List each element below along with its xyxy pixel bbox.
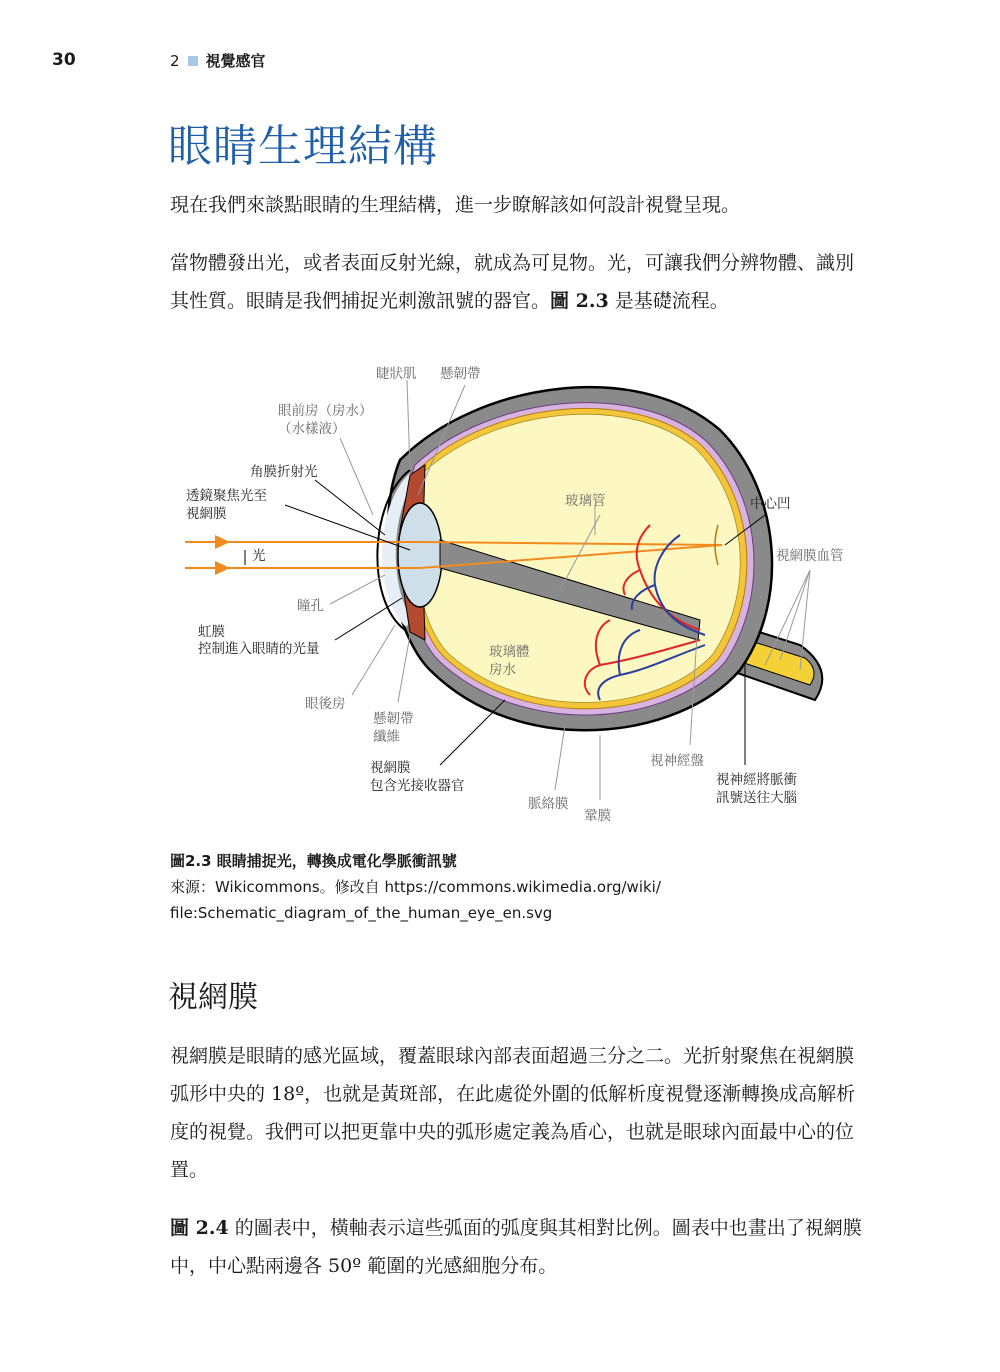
figure-reference: 圖 2.4 <box>170 1217 229 1239</box>
label-hyaloid-canal: 玻璃管 <box>565 493 606 509</box>
eye-diagram <box>0 340 1000 840</box>
paragraph-text: 的圖表中，橫軸表示這些弧面的弧度與其相對比例。圖表中也畫出了視網膜中，中心點兩邊各 50º 範圍的光感細胞分布。 <box>170 1217 862 1277</box>
label-posterior-chamber: 眼後房 <box>305 696 346 712</box>
label-iris: 虹膜 <box>198 624 225 640</box>
label-anterior-chamber: 眼前房（房水） <box>278 403 373 419</box>
light-arrow-icon <box>215 535 230 549</box>
label-retina: 視網膜 <box>370 760 411 776</box>
figure-reference: 圖 2.3 <box>550 290 609 312</box>
label-zonular-fibers: 纖維 <box>373 729 400 745</box>
caption-title: 圖2.3 眼睛捕捉光，轉換成電化學脈衝訊號 <box>170 852 457 870</box>
header-square-icon <box>188 56 198 66</box>
paragraph-text: 是基礎流程。 <box>608 290 729 312</box>
label-iris: 控制進入眼睛的光量 <box>198 641 320 657</box>
running-head <box>170 50 266 71</box>
label-sclera: 鞏膜 <box>584 808 611 824</box>
label-optic-nerve: 訊號送往大腦 <box>716 790 797 806</box>
lens <box>398 503 442 607</box>
paragraph-light <box>170 244 870 320</box>
paragraph-intro: 現在我們來談點眼睛的生理結構，進一步瞭解該如何設計視覺呈現。 <box>170 194 741 216</box>
label-pupil: 瞳孔 <box>297 598 324 614</box>
label-choroid: 脈絡膜 <box>528 796 569 812</box>
label-cornea: 角膜折射光 <box>250 464 318 480</box>
label-retina: 包含光接收器官 <box>370 778 465 794</box>
light-arrow-icon <box>215 561 230 575</box>
figure-caption <box>170 848 890 926</box>
label-anterior-chamber: （水樣液） <box>278 421 346 437</box>
paragraph-chart-intro <box>170 1209 870 1285</box>
paragraph-text: 當物體發出光，或者表面反射光線，就成為可見物。光，可讓我們分辨物體、識別其性質。眼睛是我們捕捉光刺激訊號的器官。 <box>170 252 855 312</box>
section-title: 眼睛生理結構 <box>168 121 438 172</box>
label-light: 光 <box>252 548 266 564</box>
paragraph-retina: 視網膜是眼睛的感光區域，覆蓋眼球內部表面超過三分之二。光折射聚焦在視網膜弧形中央的 18º，也就是黃斑部，在此處從外圍的低解析度視覺逐漸轉換成高解析度的視覺。我們可以把更靠中央的弧形處定義為盾心，也就是眼球內面最中心的位置。 <box>170 1045 856 1181</box>
chapter-number: 2 <box>170 51 180 70</box>
page-number: 30 <box>52 50 76 70</box>
caption-source: file:Schematic_diagram_of_the_human_eye_en.svg <box>170 904 553 922</box>
label-zonular-fibers: 懸韌帶 <box>373 711 414 727</box>
label-optic-disc: 視神經盤 <box>650 753 704 769</box>
label-vitreous: 玻璃體 <box>489 644 530 660</box>
label-retinal-vessels: 視網膜血管 <box>776 548 844 564</box>
label-lens: 透鏡聚焦光至 <box>186 488 267 504</box>
label-optic-nerve: 視神經將脈衝 <box>716 772 797 788</box>
label-lens: 視網膜 <box>186 506 227 522</box>
subsection-title: 視網膜 <box>168 980 258 1015</box>
label-zonule: 懸韌帶 <box>440 366 481 382</box>
chapter-title: 視覺感官 <box>205 52 266 70</box>
label-vitreous: 房水 <box>489 662 516 678</box>
caption-source: 來源：Wikicommons。修改自 https://commons.wikimedia.org/wiki/ <box>170 878 661 896</box>
label-fovea: 中心凹 <box>750 496 791 512</box>
label-ciliary-muscle: 睫狀肌 <box>376 366 417 382</box>
